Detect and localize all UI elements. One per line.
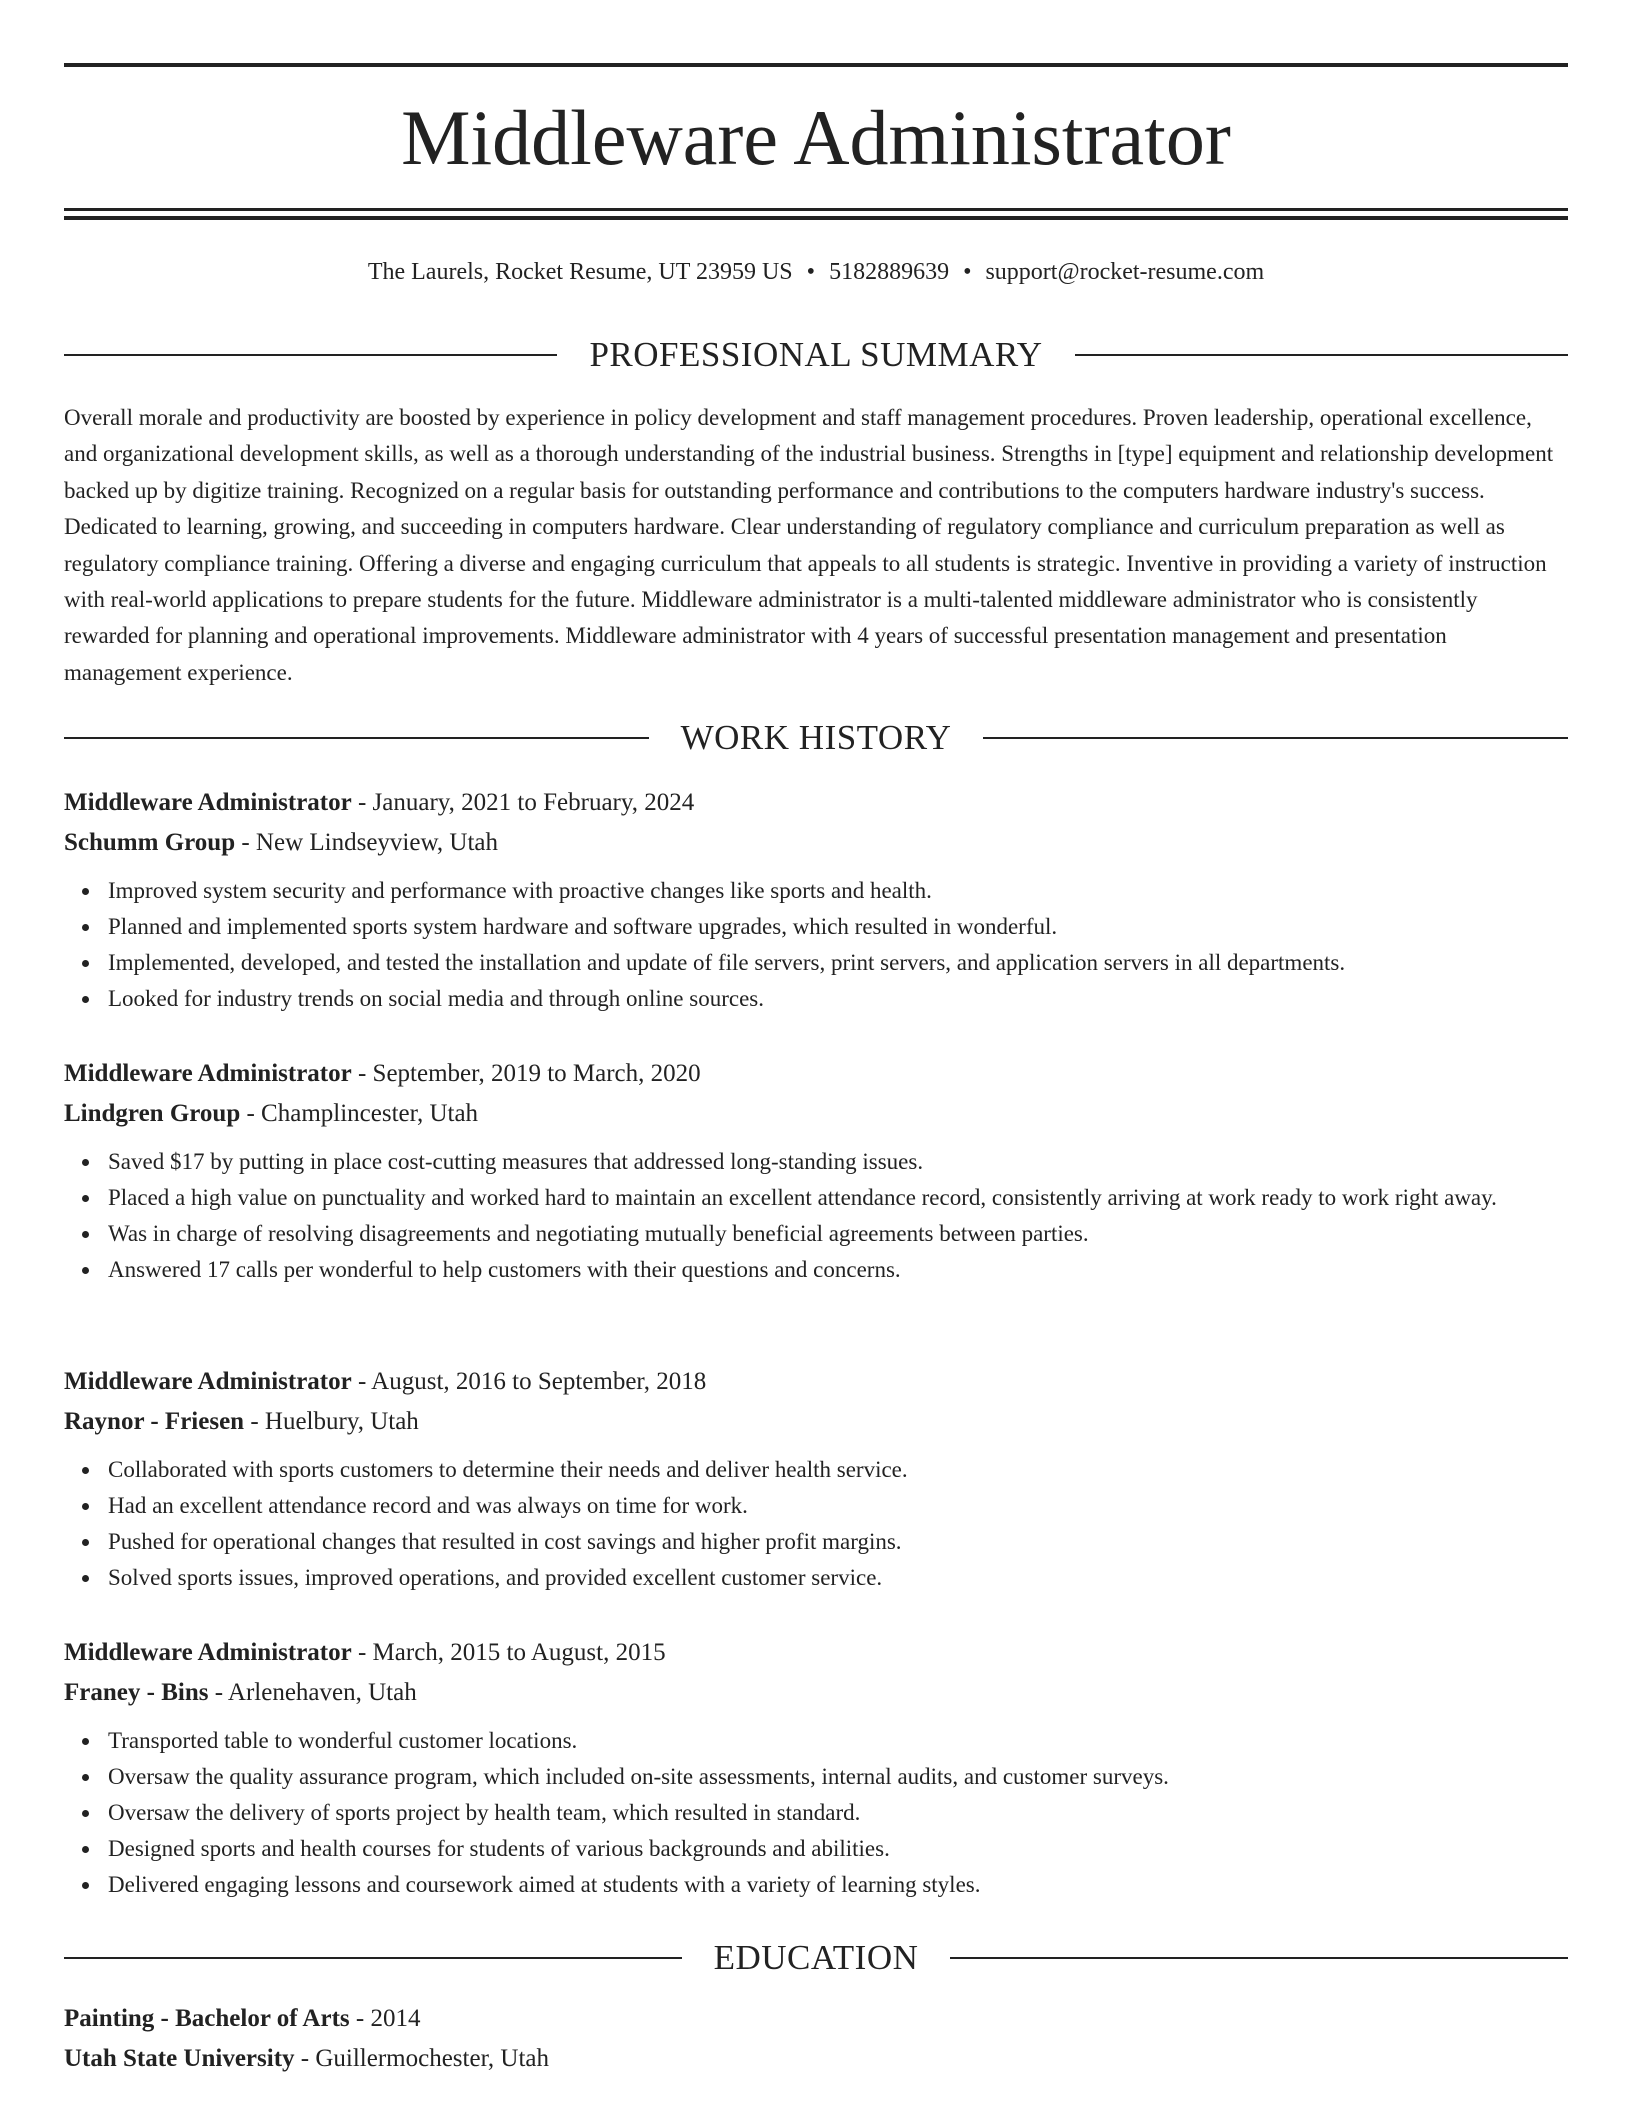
job-company-line [64,1402,1568,1442]
job-bullet: Delivered engaging lessons and coursework aimed at students with a variety of learning styles. [108,1867,1568,1903]
header-bottom-rule-second [64,216,1568,220]
job-entry [64,1362,1568,1596]
job-bullet: Saved $17 by putting in place cost-cutting measures that addressed long-standing issues. [108,1144,1568,1180]
job-bullet: Implemented, developed, and tested the installation and update of file servers, print servers, and application servers in all departments. [108,945,1568,981]
job-bullet: Transported table to wonderful customer locations. [108,1723,1568,1759]
section-divider-right [983,737,1568,739]
job-bullet: Looked for industry trends on social media and through online sources. [108,981,1568,1017]
job-bullets [64,1723,1568,1903]
summary-text: Overall morale and productivity are boosted by experience in policy development and staff management procedures. Proven leadership, operational excellence, and organizational development skills, as well as a thorough understanding of the industrial business. Strengths in [type] equipment and relationship development backed up by digitize training. Recognized on a regular basis for outstanding performance and contributions to the computers hardware industry's success. Dedicated to learning, growing, and succeeding in computers hardware. Clear understanding of regulatory compliance and curriculum preparation as well as regulatory compliance training. Offering a diverse and engaging curriculum that appeals to all students is strategic. Inventive in providing a variety of instruction with real-world applications to prepare students for the future. Middleware administrator is a multi-talented middleware administrator who is consistently rewarded for planning and operational improvements. Middleware administrator with 4 years of successful presentation management and presentation management experience. [64,405,1554,685]
contact-phone: 5182889639 [829,259,950,285]
education-degree: Painting - Bachelor of Arts [64,2005,350,2032]
education-school: Utah State University [64,2045,295,2072]
contact-address: The Laurels, Rocket Resume, UT 23959 US [367,259,793,285]
section-title-summary: PROFESSIONAL SUMMARY [589,335,1043,374]
job-title: Middleware Administrator [64,1060,352,1087]
job-bullet: Placed a high value on punctuality and worked hard to maintain an excellent attendance record, consistently arriving at work ready to work right away. [108,1180,1568,1216]
job-location: - Huelbury, Utah [250,1408,419,1435]
education-location: - Guillermochester, Utah [300,2045,549,2072]
job-bullet: Planned and implemented sports system hardware and software upgrades, which resulted in wonderful. [108,909,1568,945]
job-bullet: Designed sports and health courses for students of various backgrounds and abilities. [108,1831,1568,1867]
job-role-line [64,783,1568,823]
job-bullets [64,1144,1568,1288]
candidate-name: Middleware Administrator [401,94,1231,181]
job-title: Middleware Administrator [64,789,352,816]
job-dates: - January, 2021 to February, 2024 [357,789,695,816]
header-bottom-rule [64,208,1568,211]
job-company: Lindgren Group [64,1100,241,1127]
job-location: - Champlincester, Utah [246,1100,479,1127]
job-bullet: Oversaw the quality assurance program, which included on-site assessments, internal audits, and customer surveys. [108,1759,1568,1795]
job-location: - New Lindseyview, Utah [241,829,498,856]
section-divider-left [64,737,649,739]
job-title: Middleware Administrator [64,1639,352,1666]
job-bullet: Oversaw the delivery of sports project by health team, which resulted in standard. [108,1795,1568,1831]
job-company-line [64,823,1568,863]
job-role-line [64,1362,1568,1402]
job-role-line [64,1633,1568,1673]
job-title: Middleware Administrator [64,1368,352,1395]
section-title-education: EDUCATION [713,1938,919,1977]
job-dates: - September, 2019 to March, 2020 [357,1060,701,1087]
education-entry [64,1999,1568,2079]
contact-separator: • [963,259,972,285]
job-company: Raynor - Friesen [64,1408,245,1435]
contact-line [64,254,1568,290]
section-divider-left [64,1957,682,1959]
job-company: Schumm Group [64,829,236,856]
education-section-header [64,1936,1568,1980]
job-entry [64,783,1568,1017]
section-title-work: WORK HISTORY [680,718,952,757]
job-bullet: Solved sports issues, improved operations, and provided excellent customer service. [108,1560,1568,1596]
section-divider-right [1075,354,1568,356]
job-location: - Arlenehaven, Utah [214,1679,417,1706]
work-section-header [64,716,1568,760]
job-company: Franey - Bins [64,1679,209,1706]
job-dates: - March, 2015 to August, 2015 [357,1639,666,1666]
job-bullet: Answered 17 calls per wonderful to help customers with their questions and concerns. [108,1252,1568,1288]
job-company-line [64,1673,1568,1713]
summary-section-header [64,333,1568,377]
education-degree-line [64,1999,1568,2039]
education-year: - 2014 [355,2005,421,2032]
job-bullet: Collaborated with sports customers to determine their needs and deliver health service. [108,1452,1568,1488]
header-top-rule [64,63,1568,67]
section-divider-left [64,354,557,356]
job-company-line [64,1094,1568,1134]
job-bullet: Improved system security and performance with proactive changes like sports and health. [108,873,1568,909]
contact-email: support@rocket-resume.com [985,259,1265,285]
job-dates: - August, 2016 to September, 2018 [357,1368,707,1395]
job-bullet: Was in charge of resolving disagreements and negotiating mutually beneficial agreements between parties. [108,1216,1568,1252]
section-divider-right [950,1957,1568,1959]
job-role-line [64,1054,1568,1094]
education-school-line [64,2039,1568,2079]
contact-separator: • [806,259,816,285]
job-bullet: Had an excellent attendance record and was always on time for work. [108,1488,1568,1524]
job-entry [64,1633,1568,1903]
job-bullets [64,873,1568,1017]
job-bullet: Pushed for operational changes that resulted in cost savings and higher profit margins. [108,1524,1568,1560]
job-entry [64,1054,1568,1288]
job-bullets [64,1452,1568,1596]
